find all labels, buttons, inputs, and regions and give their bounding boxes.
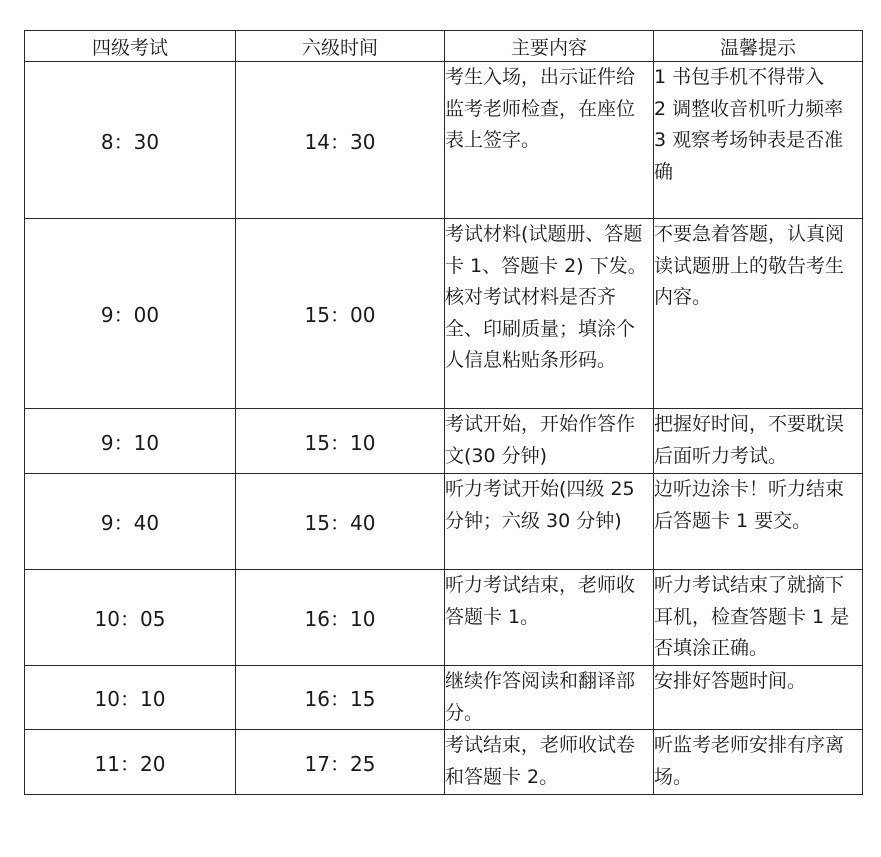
- cet4-time-cell: 9：40: [25, 474, 236, 570]
- tip-line: 3 观察考场钟表是否准确: [654, 129, 844, 183]
- tip-line: 不要急着答题，认真阅读试题册上的敬告考生内容。: [654, 223, 845, 308]
- tips-cell: [654, 474, 863, 570]
- cet6-time-cell: 15：00: [236, 219, 445, 409]
- tips-cell: [654, 219, 863, 409]
- tip-line: 把握好时间，不要耽误后面听力考试。: [654, 413, 845, 467]
- tip-line: 边听边涂卡！听力结束后答题卡 1 要交。: [654, 478, 845, 532]
- tips-cell: [654, 62, 863, 219]
- cet6-time-cell: 16：15: [236, 666, 445, 730]
- header-tips: 温馨提示: [654, 31, 863, 62]
- cet4-time-cell: 9：10: [25, 409, 236, 474]
- table-row: [25, 666, 863, 730]
- tip-line: 1 书包手机不得带入: [654, 66, 825, 88]
- cet6-time-cell: 15：40: [236, 474, 445, 570]
- content-cell: 考生入场，出示证件给监考老师检查，在座位表上签字。: [445, 62, 654, 219]
- header-main-content: 主要内容: [445, 31, 654, 62]
- header-cet4-exam: 四级考试: [25, 31, 236, 62]
- tip-line: 2 调整收音机听力频率: [654, 97, 844, 120]
- cet4-time-cell: 9：00: [25, 219, 236, 409]
- cet6-time-cell: 17：25: [236, 730, 445, 795]
- tips-cell: [654, 570, 863, 666]
- content-cell: 考试开始，开始作答作文(30 分钟): [445, 409, 654, 474]
- header-cet6-time: 六级时间: [236, 31, 445, 62]
- cet4-time-cell: 10：10: [25, 666, 236, 730]
- cet6-time-cell: 16：10: [236, 570, 445, 666]
- tip-line: 听监考老师安排有序离场。: [654, 734, 845, 788]
- content-cell: 听力考试结束，老师收答题卡 1。: [445, 570, 654, 666]
- tips-cell: [654, 730, 863, 795]
- table-row: [25, 730, 863, 795]
- exam-schedule-table: [24, 30, 863, 795]
- content-cell: 继续作答阅读和翻译部分。: [445, 666, 654, 730]
- table-row: [25, 219, 863, 409]
- content-cell: 考试材料(试题册、答题卡 1、答题卡 2) 下发。核对考试材料是否齐全、印刷质量；填涂个人信息粘贴条形码。: [445, 219, 654, 409]
- table-row: [25, 474, 863, 570]
- tips-cell: [654, 666, 863, 730]
- cet4-time-cell: 10：05: [25, 570, 236, 666]
- tip-line: 安排好答题时间。: [654, 670, 807, 692]
- tips-cell: [654, 409, 863, 474]
- cet6-time-cell: 15：10: [236, 409, 445, 474]
- table-row: [25, 62, 863, 219]
- content-cell: 听力考试开始(四级 25 分钟；六级 30 分钟): [445, 474, 654, 570]
- content-cell: 考试结束，老师收试卷和答题卡 2。: [445, 730, 654, 795]
- cet6-time-cell: 14：30: [236, 62, 445, 219]
- cet4-time-cell: 11：20: [25, 730, 236, 795]
- header-row: [25, 31, 863, 62]
- tip-line: 听力考试结束了就摘下耳机，检查答题卡 1 是否填涂正确。: [654, 574, 850, 659]
- table-row: [25, 570, 863, 666]
- table-row: [25, 409, 863, 474]
- cet4-time-cell: 8：30: [25, 62, 236, 219]
